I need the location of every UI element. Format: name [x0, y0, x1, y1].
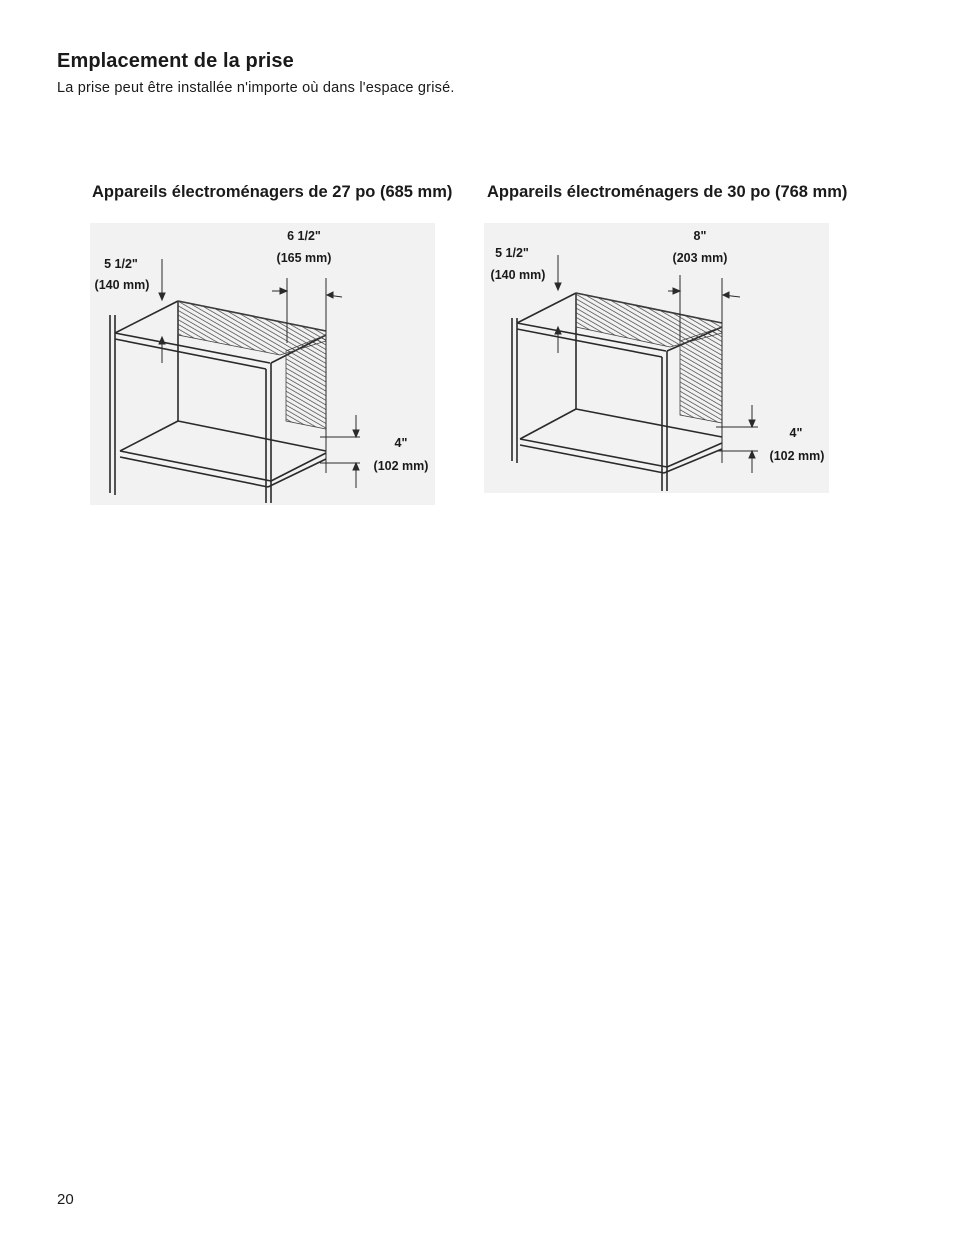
outlet-location-diagram-27in	[90, 223, 435, 505]
dim-bottom-mm: (102 mm)	[373, 459, 429, 473]
dim-bottom-inches: 4"	[394, 436, 408, 450]
dim-side-inches: 6 1/2"	[287, 229, 321, 243]
page-number: 20	[57, 1191, 74, 1208]
outlet-zone-side	[680, 327, 722, 423]
dim-top-inches: 5 1/2"	[495, 246, 529, 260]
dim-top-mm: (140 mm)	[94, 278, 150, 292]
dim-side-mm: (165 mm)	[276, 251, 332, 265]
section-intro: La prise peut être installée n'importe où dans l'espace grisé.	[57, 80, 455, 96]
dim-side-inches: 8"	[693, 229, 707, 243]
dim-side-mm: (203 mm)	[672, 251, 728, 265]
dim-bottom-inches: 4"	[789, 426, 803, 440]
dim-top-inches: 5 1/2"	[104, 257, 138, 271]
section-title: Emplacement de la prise	[57, 50, 294, 72]
outlet-zone-side	[286, 335, 326, 429]
dim-bottom-mm: (102 mm)	[769, 449, 825, 463]
figure-title-30in: Appareils électroménagers de 30 po (768 mm)	[487, 183, 848, 201]
figure-title-27in: Appareils électroménagers de 27 po (685 mm)	[92, 183, 453, 201]
dim-top-mm: (140 mm)	[490, 268, 546, 282]
outlet-location-diagram-30in	[484, 223, 829, 493]
